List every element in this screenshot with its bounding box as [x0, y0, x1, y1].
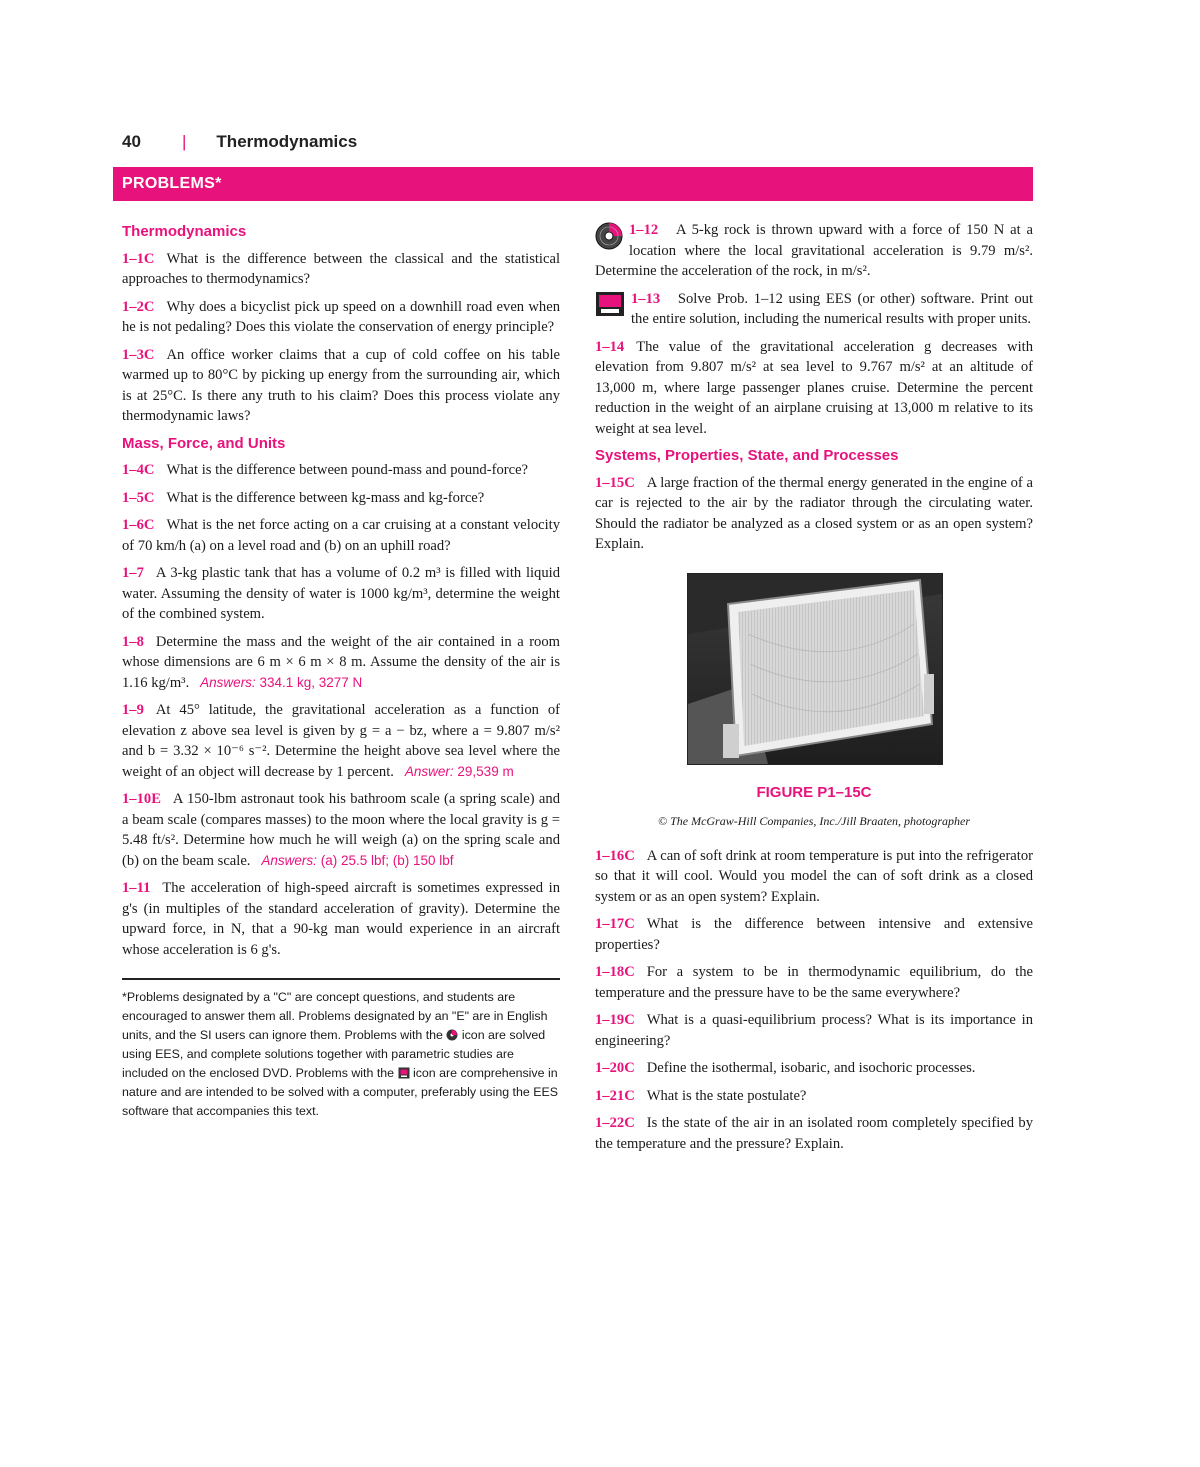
problem-1-2c — [122, 297, 560, 338]
problem-number: 1–8 — [122, 633, 144, 650]
problem-number: 1–13 — [631, 290, 661, 307]
problem-text: At 45° latitude, the gravitational acceleration as a function of elevation z above sea level is given by g = a − bz, where a = 9.807 m/s² and b = 3.32 × 10⁻⁶ s⁻². Determine the height above sea level where the weight of an object will decrease by 1 percent. — [122, 702, 560, 780]
problem-number: 1–17C — [595, 916, 635, 932]
problem-number: 1–1C — [122, 250, 155, 267]
problem-1-3c — [122, 345, 560, 427]
problem-1-13 — [595, 289, 1033, 330]
problem-1-22c — [595, 1113, 1033, 1154]
book-title: Thermodynamics — [216, 132, 358, 151]
problem-text: What is the difference between the classical and the statistical approaches to thermodynamics? — [122, 250, 560, 287]
problems-banner: PROBLEMS* — [113, 167, 1033, 201]
problem-text: Determine the mass and the weight of the air contained in a room whose dimensions are 6 m × 6 m × 8 m. Assume the density of the air is 1.16 kg/m³. — [122, 633, 560, 691]
problem-text: A large fraction of the thermal energy generated in the engine of a car is rejected to the air by the radiator through the circulating water. Should the radiator be analyzed as a closed system or as an open system? Explain. — [595, 474, 1033, 552]
problem-1-4c — [122, 460, 560, 481]
problem-text: What is a quasi-equilibrium process? What is its importance in engineering? — [595, 1012, 1033, 1049]
problem-1-11 — [122, 878, 560, 960]
footnote-part3: icon are comprehensive in nature and are intended to be solved with a computer, preferably using the EES software that accompanies this text. — [122, 1066, 559, 1118]
problem-number: 1–6C — [122, 517, 155, 533]
problem-1-16c — [595, 846, 1033, 908]
problem-number: 1–10E — [122, 791, 161, 807]
answer-label: Answer: — [404, 763, 454, 779]
problem-text: For a system to be in thermodynamic equilibrium, do the temperature and the pressure have to be the same everywhere? — [595, 964, 1033, 1001]
problem-1-18c — [595, 962, 1033, 1003]
problem-1-6c — [122, 515, 560, 556]
problem-number: 1–7 — [122, 565, 144, 581]
answer — [261, 853, 453, 868]
problem-number: 1–9 — [122, 702, 144, 718]
problem-text: A 5-kg rock is thrown upward with a force of 150 N at a location where the local gravitational acceleration is 9.79 m/s². Determine the acceleration of the rock, in m/s². — [595, 222, 1033, 279]
figure-credit: © The McGraw-Hill Companies, Inc./Jill Braaten, photographer — [657, 814, 971, 828]
problem-text: Is the state of the air in an isolated room completely specified by the temperature and the pressure? Explain. — [595, 1115, 1033, 1152]
problem-1-8 — [122, 632, 560, 694]
problem-number: 1–3C — [122, 346, 155, 363]
section-heading-systems: Systems, Properties, State, and Processes — [595, 447, 899, 464]
problem-number: 1–19C — [595, 1012, 635, 1028]
problem-1-20c — [595, 1058, 1033, 1079]
answer — [405, 764, 514, 779]
problem-text: Solve Prob. 1–12 using EES (or other) software. Print out the entire solution, including the numerical results with proper units. — [631, 290, 1033, 327]
answer — [200, 675, 362, 690]
answer-value: 29,539 m — [457, 763, 514, 779]
problem-number: 1–15C — [595, 474, 635, 491]
problem-number: 1–12 — [629, 222, 659, 238]
header-separator: | — [182, 132, 187, 151]
problem-text: Define the isothermal, isobaric, and isochoric processes. — [646, 1060, 976, 1076]
answer-label: Answers: — [200, 674, 256, 690]
problem-1-14 — [595, 337, 1033, 440]
footnote — [122, 978, 560, 1121]
section-heading-mass-force-units: Mass, Force, and Units — [122, 434, 286, 452]
answer-label: Answers: — [261, 852, 317, 868]
problem-text: What is the difference between pound-mass and pound-force? — [166, 462, 529, 478]
problem-1-15c — [595, 473, 1033, 555]
left-column — [122, 220, 560, 1121]
problem-text: What is the state postulate? — [646, 1087, 807, 1104]
answer-value: 334.1 kg, 3277 N — [259, 674, 363, 690]
problem-1-17c — [595, 914, 1033, 955]
radiator-image — [688, 574, 942, 764]
ees-disk-icon — [595, 222, 623, 250]
problem-text: A can of soft drink at room temperature is put into the refrigerator so that it will cool. Would you model the can of soft drink as a closed system or as an open system? Explain. — [595, 847, 1033, 905]
problem-text: The acceleration of high-speed aircraft is sometimes expressed in g's (in multiples of the standard acceleration of gravity). Determine the upward force, in N, that a 90-kg man would experience in an aircraft whose acceleration is 6 g's. — [122, 880, 560, 958]
computer-icon — [398, 1067, 410, 1079]
problem-text: An office worker claims that a cup of cold coffee on his table warmed up to 80°C by picking up energy from the surrounding air, which is at 25°C. Is there any truth to his claim? Does this process violate any thermodynamic laws? — [122, 346, 560, 424]
ees-disk-icon — [446, 1029, 458, 1041]
problem-1-7 — [122, 563, 560, 625]
problem-text: What is the difference between kg-mass and kg-force? — [166, 489, 485, 506]
problem-number: 1–4C — [122, 462, 155, 478]
computer-icon — [595, 291, 625, 317]
problem-text: Why does a bicyclist pick up speed on a downhill road even when he is not pedaling? Does this violate the conservation of energy principle? — [122, 298, 560, 335]
section-heading-thermodynamics: Thermodynamics — [122, 223, 247, 240]
problem-1-5c — [122, 488, 560, 509]
answer-value: (a) 25.5 lbf; (b) 150 lbf — [320, 852, 454, 868]
problem-number: 1–21C — [595, 1087, 635, 1104]
page-number: 40 — [122, 132, 141, 151]
problem-text: A 150-lbm astronaut took his bathroom scale (a spring scale) and a beam scale (compares masses) to the moon where the local gravity is g = 5.48 ft/s². Determine how much he will weigh (a) on the spring scale and (b) on the beam scale. — [122, 791, 560, 869]
problem-text: What is the difference between intensive and extensive properties? — [595, 916, 1033, 953]
problem-number: 1–22C — [595, 1115, 635, 1131]
footnote-part1: *Problems designated by a "C" are concept questions, and students are encouraged to answer them all. Problems designated by an "E" are in English units, and the SI users can ignore them. Problems with the — [122, 990, 548, 1042]
problem-number: 1–11 — [122, 880, 151, 896]
figure-caption: FIGURE P1–15C — [756, 783, 872, 801]
problem-1-1c — [122, 249, 560, 290]
problem-text: The value of the gravitational acceleration g decreases with elevation from 9.807 m/s² at sea level to 9.767 m/s² at an altitude of 13,000 m, where large passenger planes cruise. Determine the percent reduction in the weight of an airplane cruising at 13,000 m relative to its weight at sea level. — [595, 338, 1033, 437]
problem-1-19c — [595, 1010, 1033, 1051]
problem-number: 1–18C — [595, 964, 635, 980]
problem-number: 1–14 — [595, 338, 625, 355]
problem-number: 1–16C — [595, 847, 635, 864]
footnote-part2: icon are solved using EES, and complete solutions together with parametric studies are included on the enclosed DVD. Problems with the — [122, 1028, 546, 1080]
problem-number: 1–20C — [595, 1060, 635, 1076]
problem-number: 1–2C — [122, 298, 155, 315]
problem-1-21c — [595, 1086, 1033, 1107]
page-header — [122, 130, 357, 154]
radiator-photo — [687, 573, 943, 765]
problem-number: 1–5C — [122, 489, 155, 506]
problem-1-9 — [122, 700, 560, 782]
problem-1-10e — [122, 789, 560, 871]
problem-text: What is the net force acting on a car cruising at a constant velocity of 70 km/h (a) on a level road and (b) on an uphill road? — [122, 517, 560, 554]
right-column — [595, 220, 1033, 1161]
problem-1-12 — [595, 220, 1033, 282]
problem-text: A 3-kg plastic tank that has a volume of 0.2 m³ is filled with liquid water. Assuming the density of water is 1000 kg/m³, determine the weight of the combined system. — [122, 565, 560, 622]
